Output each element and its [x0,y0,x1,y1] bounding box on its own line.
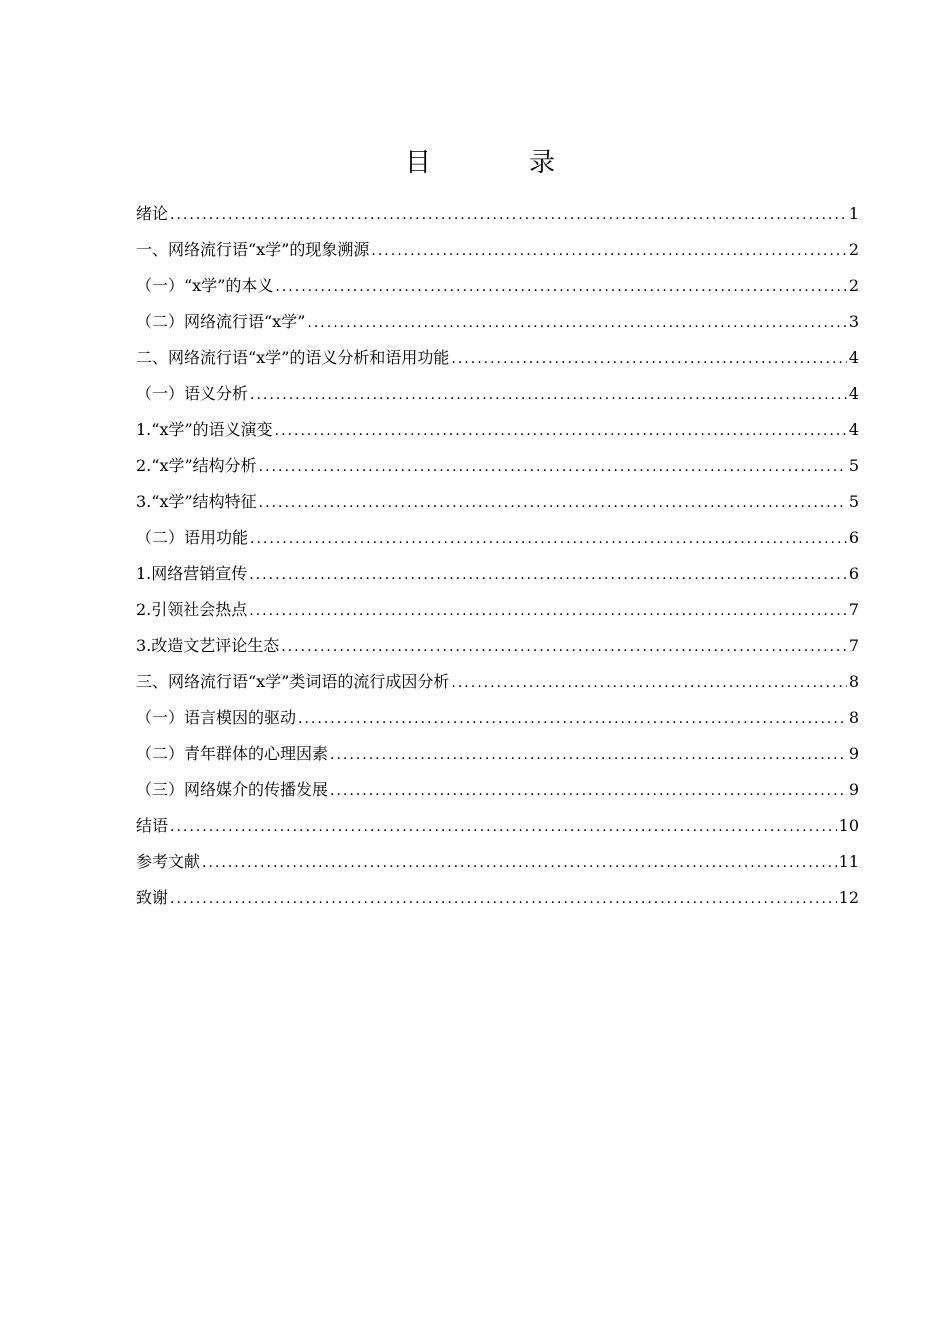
toc-entry-label: 绪论 [136,204,169,223]
dot-leader [170,809,837,845]
toc-page-number: 11 [838,852,859,871]
toc-page-number: 5 [848,492,859,511]
toc-entry-label: （二）网络流行语“x学” [136,312,306,331]
toc-entry[interactable] [136,520,859,556]
dot-leader [275,269,846,305]
toc-entry-label: 二、网络流行语“x学”的语义分析和语用功能 [136,348,450,367]
dot-leader [259,485,847,521]
toc-entry[interactable] [136,700,859,736]
toc-entry-label: 一、网络流行语“x学”的现象溯源 [136,240,370,259]
toc-entry-label: （二）语用功能 [136,528,249,547]
toc-entry-label: 2.“x学”结构分析 [136,456,257,475]
toc-page-number: 6 [848,564,859,583]
toc-entry-label: 1.“x学”的语义演变 [136,420,273,439]
toc-entry-label: （一）语言模因的驱动 [136,708,297,727]
toc-page-number: 4 [848,420,859,439]
dot-leader [275,413,847,449]
dot-leader [249,557,847,593]
toc-page-number: 9 [848,744,859,763]
toc-entry[interactable] [136,196,859,232]
toc-entry-label: （一）“x学”的本义 [136,276,274,295]
toc-entry[interactable] [136,340,859,376]
toc-entry[interactable] [136,556,859,592]
dot-leader [250,377,847,413]
dot-leader [330,773,847,809]
toc-entry[interactable] [136,628,859,664]
toc-page-number: 8 [848,672,859,691]
table-of-contents [136,196,859,916]
toc-entry[interactable] [136,880,859,916]
toc-entry-label: 结语 [136,816,169,835]
toc-entry-label: 参考文献 [136,852,201,871]
toc-title: 目 录 [404,148,591,178]
dot-leader [259,449,847,485]
toc-entry[interactable] [136,412,859,448]
dot-leader [281,629,847,665]
toc-entry[interactable] [136,376,859,412]
toc-entry[interactable] [136,808,859,844]
toc-entry[interactable] [136,772,859,808]
dot-leader [451,341,846,377]
toc-entry[interactable] [136,448,859,484]
toc-entry[interactable] [136,592,859,628]
toc-page-number: 2 [848,240,859,259]
toc-page-number: 12 [838,888,859,907]
dot-leader [249,593,847,629]
toc-entry[interactable] [136,664,859,700]
toc-page-number: 4 [848,384,859,403]
dot-leader [298,701,847,737]
toc-entry-label: 1.网络营销宣传 [136,564,248,583]
toc-page-number: 10 [838,816,859,835]
toc-page-number: 3 [848,312,859,331]
toc-page-number: 8 [848,708,859,727]
toc-page-number: 7 [848,600,859,619]
toc-page-number: 6 [848,528,859,547]
toc-entry[interactable] [136,736,859,772]
toc-page-number: 2 [848,276,859,295]
toc-entry[interactable] [136,304,859,340]
toc-page-number: 7 [848,636,859,655]
toc-page-number: 1 [848,204,859,223]
toc-entry[interactable] [136,484,859,520]
dot-leader [170,197,847,233]
dot-leader [202,845,837,881]
dot-leader [307,305,846,341]
toc-page-number: 4 [848,348,859,367]
toc-page-number: 5 [848,456,859,475]
dot-leader [371,233,846,269]
toc-entry[interactable] [136,844,859,880]
toc-page-number: 9 [848,780,859,799]
dot-leader [170,881,837,917]
toc-entry-label: 3.“x学”结构特征 [136,492,257,511]
toc-entry-label: 2.引领社会热点 [136,600,248,619]
toc-entry-label: 三、网络流行语“x学”类词语的流行成因分析 [136,672,450,691]
dot-leader [250,521,847,557]
toc-entry[interactable] [136,268,859,304]
toc-entry-label: 3.改造文艺评论生态 [136,636,280,655]
dot-leader [330,737,847,773]
toc-entry-label: （三）网络媒介的传播发展 [136,780,329,799]
toc-entry-label: （二）青年群体的心理因素 [136,744,329,763]
toc-entry-label: 致谢 [136,888,169,907]
toc-entry-label: （一）语义分析 [136,384,249,403]
toc-entry[interactable] [136,232,859,268]
dot-leader [451,665,846,701]
